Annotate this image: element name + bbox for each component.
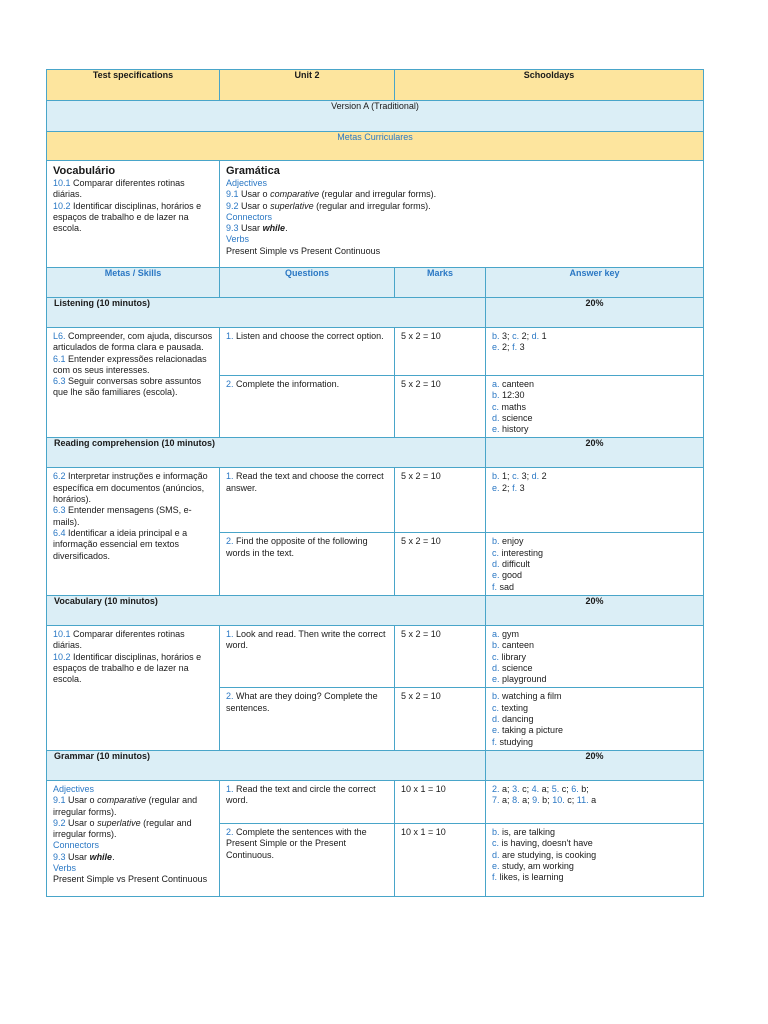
grammar-goals-cell	[47, 780, 220, 896]
listening-goal-1: L6. Compreender, com ajuda, discursos articulados de forma clara e pausada.	[53, 331, 213, 353]
header-row	[47, 70, 704, 101]
reading-q1-marks: 5 x 2 = 10	[395, 468, 486, 533]
vocabulary-q2: 2. What are they doing? Complete the sentences.	[220, 688, 395, 750]
reading-q2: 2. Find the opposite of the following words in the text.	[220, 533, 395, 595]
grammar-label: Grammar (10 minutos)	[47, 750, 486, 780]
listening-q2-key: a. canteen b. 12:30 c. maths d. science e. history	[486, 376, 704, 438]
listening-goal-2: 6.1 Entender expressões relacionadas com os seus interesses.	[53, 353, 207, 375]
reading-goals-cell	[47, 468, 220, 595]
vocabulary-goal-2: 10.2 Identificar disciplinas, horários e espaços de trabalho e de lazer na escola.	[53, 651, 202, 685]
vocabulary-q1-row	[47, 625, 704, 687]
metas-row	[47, 132, 704, 161]
col-marks: Marks	[395, 268, 486, 298]
grammar-goal-1: 9.1 Usar o comparative (regular and irregular forms).	[226, 189, 437, 200]
listening-q1: 1. Listen and choose the correct option.	[220, 328, 395, 376]
listening-q1-key: b. 3; c. 2; d. 1 e. 2; f. 3	[486, 328, 704, 376]
vocabulary-section-row	[47, 595, 704, 625]
vocabulary-q1: 1. Look and read. Then write the correct word.	[220, 625, 395, 687]
listening-section-row	[47, 298, 704, 328]
grammar-q1-key: 2. a; 3. c; 4. a; 5. c; 6. b; 7. a; 8. a; 9. b; 10. c; 11. a	[486, 780, 704, 823]
grammar-q1-marks: 10 x 1 = 10	[395, 780, 486, 823]
grammar-q2-key: b. is, are talking c. is having, doesn't have d. are studying, is cooking e. study, am working f. likes, is learning	[486, 823, 704, 896]
grammar-section-row	[47, 750, 704, 780]
listening-pct: 20%	[486, 298, 704, 328]
reading-q1: 1. Read the text and choose the correct answer.	[220, 468, 395, 533]
listening-q1-marks: 5 x 2 = 10	[395, 328, 486, 376]
test-spec-table	[46, 69, 704, 897]
version-row	[47, 101, 704, 132]
grammar-adjectives-label: Adjectives	[53, 783, 95, 794]
verbs-label: Verbs	[226, 234, 250, 245]
grammar-q1-row	[47, 780, 704, 823]
reading-section-row	[47, 438, 704, 468]
version-label: Version A (Traditional)	[47, 101, 704, 132]
col-questions: Questions	[220, 268, 395, 298]
adjectives-label: Adjectives	[226, 178, 268, 188]
vocab-goals-cell	[47, 161, 220, 268]
reading-pct: 20%	[486, 438, 704, 468]
verbs-text: Present Simple vs Present Continuous	[226, 245, 381, 256]
col-answer-key: Answer key	[486, 268, 704, 298]
reading-label: Reading comprehension (10 minutos)	[47, 438, 486, 468]
unit-label: Unit 2	[220, 70, 395, 101]
listening-q1-row	[47, 328, 704, 376]
vocabulary-q2-key: b. watching a film c. texting d. dancing e. taking a picture f. studying	[486, 688, 704, 750]
vocabulary-q2-marks: 5 x 2 = 10	[395, 688, 486, 750]
grammar-verbs-text: Present Simple vs Present Continuous	[53, 874, 208, 885]
reading-goal-1: 6.2 Interpretar instruções e informação específica em documentos (anúncios, horários).	[53, 471, 208, 505]
vocabulary-label: Vocabulary (10 minutos)	[47, 595, 486, 625]
column-header-row	[47, 268, 704, 298]
grammar-verbs-label: Verbs	[53, 863, 77, 874]
grammar-goal-3: 9.3 Usar while.	[226, 223, 288, 234]
reading-q2-marks: 5 x 2 = 10	[395, 533, 486, 595]
reading-q1-key: b. 1; c. 3; d. 2 e. 2; f. 3	[486, 468, 704, 533]
grammar-connectors-label: Connectors	[53, 840, 100, 851]
grammar-goal-92: 9.2 Usar o superlative (regular and irregular forms).	[53, 817, 192, 840]
vocab-heading: Vocabulário	[53, 165, 116, 177]
vocabulary-q1-marks: 5 x 2 = 10	[395, 625, 486, 687]
listening-q2: 2. Complete the information.	[220, 376, 395, 438]
listening-goals-cell	[47, 328, 220, 438]
grammar-q2-marks: 10 x 1 = 10	[395, 823, 486, 896]
reading-goal-2: 6.3 Entender mensagens (SMS, e-mails).	[53, 505, 192, 527]
vocabulary-pct: 20%	[486, 595, 704, 625]
col-skills: Metas / Skills	[47, 268, 220, 298]
grammar-pct: 20%	[486, 750, 704, 780]
reading-goal-3: 6.4 Identificar a ideia principal e a informação essencial em textos diversificados.	[53, 527, 188, 561]
grammar-goal-93: 9.3 Usar while.	[53, 851, 115, 862]
vocab-goal-2: 10.2 Identificar disciplinas, horários e espaços de trabalho e de lazer na escola.	[53, 200, 202, 234]
grammar-q2: 2. Complete the sentences with the Present Simple or the Present Continuous.	[220, 823, 395, 896]
reading-q1-row	[47, 468, 704, 533]
grammar-heading: Gramática	[226, 165, 280, 177]
metas-content-row	[47, 161, 704, 268]
listening-label: Listening (10 minutos)	[47, 298, 486, 328]
listening-goal-3: 6.3 Seguir conversas sobre assuntos que lhe são familiares (escola).	[53, 376, 202, 398]
vocab-goal-1: 10.1 Comparar diferentes rotinas diárias.	[53, 178, 185, 200]
connectors-label: Connectors	[226, 211, 273, 222]
grammar-goals-cell	[220, 161, 704, 268]
topic-label: Schooldays	[395, 70, 704, 101]
listening-q2-marks: 5 x 2 = 10	[395, 376, 486, 438]
vocabulary-goals-cell	[47, 625, 220, 750]
grammar-goal-91: 9.1 Usar o comparative (regular and irregular forms).	[53, 795, 198, 817]
vocabulary-q1-key: a. gym b. canteen c. library d. science e. playground	[486, 625, 704, 687]
grammar-q1: 1. Read the text and circle the correct word.	[220, 780, 395, 823]
spec-title: Test specifications	[47, 70, 220, 101]
reading-q2-key: b. enjoy c. interesting d. difficult e. good f. sad	[486, 533, 704, 595]
grammar-goal-2: 9.2 Usar o superlative (regular and irregular forms).	[226, 200, 431, 211]
metas-title: Metas Curriculares	[47, 132, 704, 161]
vocabulary-goal-1: 10.1 Comparar diferentes rotinas diárias.	[53, 628, 185, 651]
